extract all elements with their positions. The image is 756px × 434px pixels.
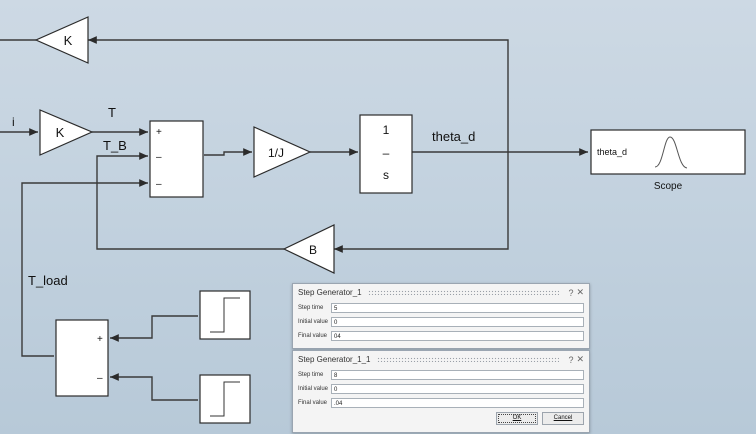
dialog-button-row: [293, 410, 589, 427]
sum-sign: –: [97, 373, 103, 384]
gain-block-inv-j[interactable]: [254, 127, 310, 177]
dialog-title-bar[interactable]: [293, 351, 589, 368]
step-time-input[interactable]: 5: [331, 303, 584, 313]
field-row-step-time: [293, 368, 589, 382]
gain-label: K: [55, 125, 65, 140]
dialog-title: Step Generator_1: [298, 288, 362, 297]
wire-sum-to-invj[interactable]: [204, 152, 252, 155]
final-value-input[interactable]: .04: [331, 398, 584, 408]
field-row-final-value: [293, 329, 589, 343]
field-label: Initial value: [298, 386, 329, 392]
gain-label: K: [63, 33, 73, 48]
dialog-drag-handle[interactable]: [377, 357, 560, 362]
field-label: Step time: [298, 372, 324, 378]
signal-label-theta: theta_d: [432, 129, 476, 144]
scope-input-label: theta_d: [597, 147, 628, 157]
sum-sign: –: [156, 179, 162, 190]
dialog-drag-handle[interactable]: [368, 290, 560, 295]
final-value-input[interactable]: 04: [331, 331, 584, 341]
sum-block-main[interactable]: [150, 121, 203, 197]
close-icon[interactable]: ✕: [576, 287, 584, 297]
integrator-numerator: 1: [382, 123, 390, 137]
gain-block-input-k[interactable]: [40, 110, 92, 155]
gain-label: B: [308, 243, 318, 257]
gain-block-feedback-k[interactable]: [36, 17, 88, 63]
initial-value-input[interactable]: 0: [331, 317, 584, 327]
gain-block-b[interactable]: [284, 225, 334, 273]
step-generator-1-block[interactable]: [200, 291, 250, 339]
dialog-title: Step Generator_1_1: [298, 355, 371, 364]
wire-step1[interactable]: [110, 316, 198, 338]
field-row-initial-value: [293, 315, 589, 329]
sum-block-load[interactable]: [56, 320, 108, 396]
help-icon[interactable]: ?: [568, 354, 574, 365]
field-row-final-value: [293, 396, 589, 410]
step-generator-dialog-2[interactable]: [292, 350, 590, 433]
cancel-button[interactable]: Cancel: [542, 412, 584, 425]
wire-step2[interactable]: [110, 377, 198, 400]
integrator-denominator: s: [383, 168, 389, 182]
dialog-title-bar[interactable]: [293, 284, 589, 301]
ok-button[interactable]: OK: [496, 412, 538, 425]
field-label: Step time: [298, 305, 324, 311]
gain-label: 1/J: [267, 146, 285, 160]
step-time-input[interactable]: 8: [331, 370, 584, 380]
field-label: Initial value: [298, 319, 329, 325]
field-label: Final value: [298, 400, 328, 406]
sum-sign: –: [156, 152, 162, 163]
integrator-bar: –: [382, 146, 390, 160]
field-row-step-time: [293, 301, 589, 315]
integrator-block[interactable]: [360, 115, 412, 193]
scope-block[interactable]: [591, 130, 745, 192]
sum-sign: +: [97, 334, 103, 345]
scope-caption: Scope: [653, 181, 683, 192]
signal-label-tb: T_B: [103, 138, 127, 153]
field-row-initial-value: [293, 382, 589, 396]
signal-label-i: i: [12, 115, 15, 129]
field-label: Final value: [298, 333, 328, 339]
help-icon[interactable]: ?: [568, 287, 574, 298]
step-generator-dialog-1[interactable]: [292, 283, 590, 349]
step-generator-2-block[interactable]: [200, 375, 250, 423]
signal-label-tload: T_load: [28, 273, 68, 288]
signal-label-t: T: [108, 105, 116, 120]
sum-sign: +: [156, 127, 162, 138]
initial-value-input[interactable]: 0: [331, 384, 584, 394]
close-icon[interactable]: ✕: [576, 354, 584, 364]
